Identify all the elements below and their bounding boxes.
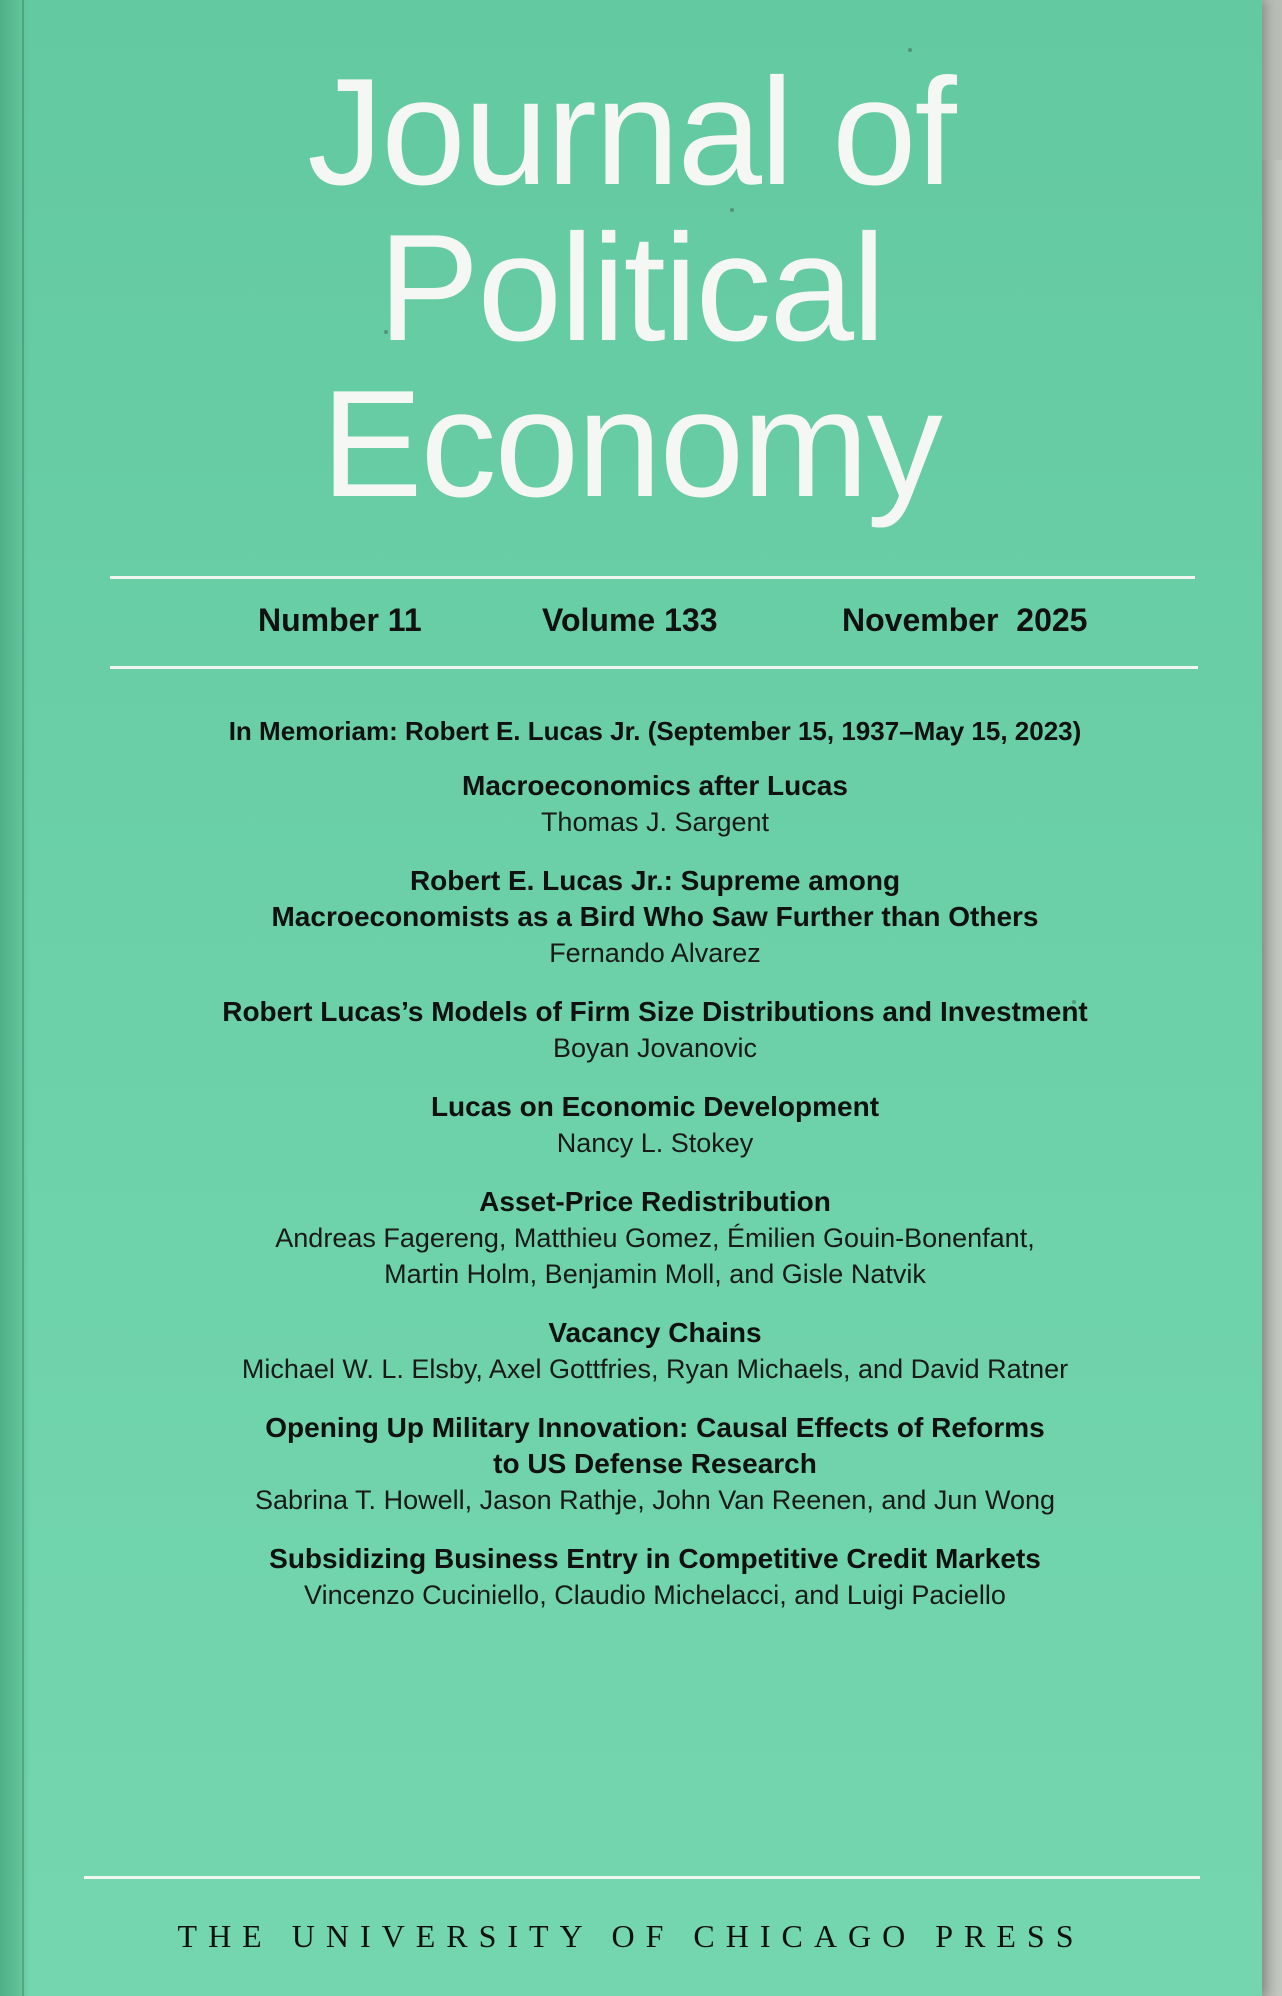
article-title: Vacancy Chains — [548, 1317, 762, 1348]
article-title: Lucas on Economic Development — [430, 1091, 880, 1122]
article-authors: Martin Holm, Benjamin Moll, and Gisle Natvik — [384, 1259, 926, 1289]
article-entry — [120, 1315, 1190, 1387]
table-of-contents — [120, 712, 1190, 1636]
article-authors: Sabrina T. Howell, Jason Rathje, John Van Reenen, and Jun Wong — [254, 1485, 1055, 1515]
publisher-name: THE UNIVERSITY OF CHICAGO PRESS — [177, 1918, 1085, 1954]
article-authors: Michael W. L. Elsby, Axel Gottfries, Ryan Michaels, and David Ratner — [241, 1354, 1069, 1384]
issue-number: Number 11 — [258, 602, 422, 638]
article-title: Subsidizing Business Entry in Competitive Credit Markets — [269, 1543, 1041, 1574]
memoriam-heading: In Memoriam: Robert E. Lucas Jr. (September 15, 1937–May 15, 2023) — [228, 716, 1082, 746]
bottom-divider — [84, 1876, 1200, 1879]
article-entry — [120, 1184, 1190, 1292]
article-entry — [120, 863, 1190, 971]
issue-divider — [110, 666, 1198, 669]
top-divider — [110, 576, 1195, 579]
issue-date: November 2025 — [842, 602, 1088, 638]
article-entry — [120, 1541, 1190, 1613]
article-entry — [120, 768, 1190, 840]
cover-speck — [1072, 1000, 1076, 1004]
journal-title-line-1: Journal of — [307, 47, 955, 217]
article-entry — [120, 1089, 1190, 1161]
article-authors: Thomas J. Sargent — [540, 807, 770, 837]
article-authors: Boyan Jovanovic — [552, 1033, 758, 1063]
article-title: Robert Lucas’s Models of Firm Size Distributions and Investment — [222, 996, 1088, 1027]
article-title: Macroeconomics after Lucas — [462, 770, 848, 801]
article-entry — [120, 1410, 1190, 1518]
article-authors: Fernando Alvarez — [549, 938, 761, 968]
article-title: Robert E. Lucas Jr.: Supreme among — [409, 865, 901, 896]
article-authors: Andreas Fagereng, Matthieu Gomez, Émilien Gouin-Bonenfant, — [275, 1223, 1035, 1253]
article-authors: Nancy L. Stokey — [556, 1128, 754, 1158]
article-title: Asset-Price Redistribution — [479, 1186, 831, 1217]
article-title: Opening Up Military Innovation: Causal Effects of Reforms — [265, 1412, 1045, 1443]
cover-speck — [908, 48, 912, 52]
article-title: to US Defense Research — [493, 1448, 817, 1479]
article-entry — [120, 994, 1190, 1066]
journal-title-line-3: Economy — [321, 359, 941, 529]
article-authors: Vincenzo Cuciniello, Claudio Michelacci, and Luigi Paciello — [304, 1580, 1006, 1610]
issue-volume: Volume 133 — [542, 602, 718, 638]
cover-speck — [384, 330, 388, 334]
journal-title-line-2: Political — [378, 203, 884, 373]
cover-speck — [730, 208, 734, 212]
article-title: Macroeconomists as a Bird Who Saw Further than Others — [271, 901, 1039, 932]
